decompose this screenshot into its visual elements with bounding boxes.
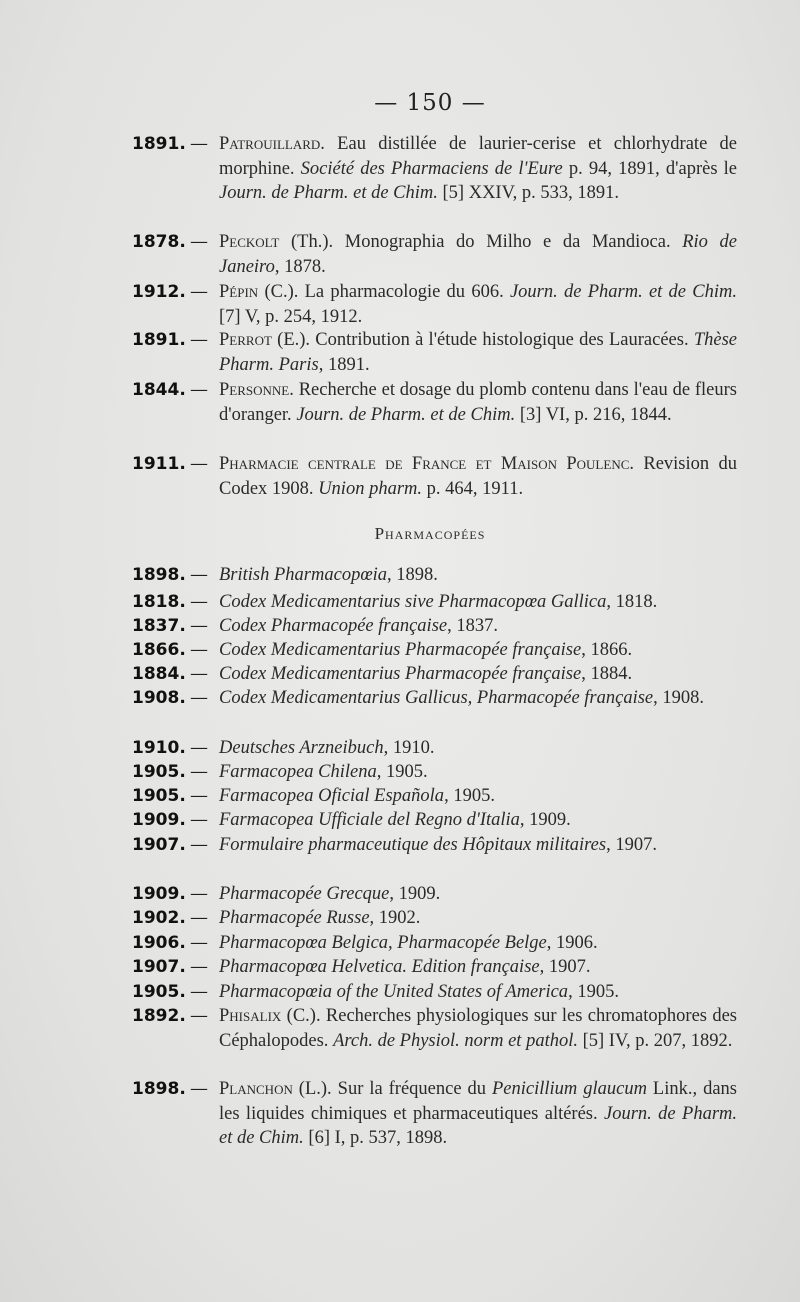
entry-text (219, 328, 737, 377)
entry-reference: , 1818. (606, 592, 658, 612)
entry-reference: , 1909. (519, 810, 571, 830)
entry-text (219, 833, 737, 858)
entry-reference: , 1902. (369, 908, 421, 928)
entry-dash: — (190, 907, 208, 928)
entry-dash: — (190, 737, 208, 758)
entry-text (219, 662, 737, 687)
entry-text (219, 1077, 737, 1151)
entry-author: Perrot (219, 330, 272, 350)
entry-text (219, 955, 737, 980)
entry-reference-2: [5] XXIV, p. 533, 1891. (437, 183, 619, 203)
entry-year: 1909. (132, 884, 186, 904)
entry-reference: , 1905. (376, 762, 428, 782)
entry-description: Revision du Codex 1908. (219, 454, 738, 499)
entry-dash: — (190, 564, 208, 585)
entry-title: Farmacopea Ufficiale del Regno d'Italia (219, 810, 520, 830)
entry-journal: Journ. de Pharm. et de Chim. (219, 183, 438, 203)
entry-title: Pharmacopœa Helvetica. Edition française (219, 957, 540, 977)
entry-year: 1884. (132, 664, 186, 684)
entry-year: 1891. (132, 134, 186, 154)
entry-author: Peckolt (219, 232, 280, 252)
entry-dash: — (190, 834, 208, 855)
entry-title: Thèse Pharm. Paris (219, 330, 737, 375)
entry-description: (Th.). Monographia do Milho e da Mandioca. (279, 232, 683, 252)
entry-reference: , 1908. (653, 688, 705, 708)
entry-text (219, 563, 737, 588)
entry-text (219, 614, 737, 639)
entry-reference: , 1906. (546, 933, 598, 953)
entry-reference: , 1910. (383, 738, 435, 758)
entry-reference: , 1837. (447, 616, 498, 636)
page-number: — 150 — (374, 90, 486, 116)
entry-author: Phisalix (219, 1006, 282, 1026)
entry-reference-2: [6] I, p. 537, 1898. (303, 1128, 448, 1148)
entry-reference: , 1909. (389, 884, 441, 904)
entry-title: Union pharm. (318, 478, 422, 499)
entry-year: 1905. (132, 982, 186, 1002)
entry-title: Arch. de Physiol. norm et pathol. (333, 1030, 578, 1051)
entry-dash: — (190, 883, 208, 904)
entry-dash: — (190, 761, 208, 782)
entry-text (219, 808, 737, 833)
entry-text (219, 736, 737, 761)
entry-year: 1902. (132, 908, 186, 928)
entry-reference: , 1891. (318, 354, 370, 375)
entry-title: Codex Medicamentarius sive Pharmacopœa Gallica (219, 592, 607, 612)
entry-description: (L.). Sur la fréquence du (292, 1079, 492, 1099)
entry-reference: p. 94, 1891, d'après le (562, 158, 738, 179)
entry-year: 1818. (132, 592, 186, 612)
entry-year: 1878. (132, 232, 186, 252)
entry-dash: — (190, 809, 208, 830)
entry-text (219, 132, 737, 206)
entry-description: Recherche et dosage du plomb contenu dans l'eau de fleurs d'oranger. (219, 380, 737, 425)
section-title: Pharmacopées (374, 524, 486, 543)
entry-year: 1907. (132, 835, 186, 855)
entry-reference: p. 464, 1911. (422, 478, 524, 499)
entry-title: Penicillium glaucum (491, 1079, 647, 1099)
entry-reference: [7] V, p. 254, 1912. (219, 306, 363, 327)
entry-year: 1891. (132, 330, 186, 350)
entry-dash: — (190, 591, 208, 612)
entry-dash: — (190, 231, 208, 252)
entry-title: Pharmacopœa Belgica, Pharmacopée Belge (219, 933, 547, 953)
entry-text (219, 1004, 737, 1053)
entry-reference: , 1907. (606, 835, 657, 855)
entry-description: (C.). Recherches physiologiques sur les chromatophores des Céphalopodes. (219, 1006, 737, 1051)
entry-dash: — (190, 615, 208, 636)
entry-text (219, 882, 737, 907)
entry-dash: — (190, 687, 208, 708)
entry-year: 1898. (132, 1079, 186, 1099)
entry-title: Journ. de Pharm. et de Chim. (509, 282, 737, 302)
entry-title: Pharmacopée Grecque (219, 884, 390, 904)
entry-reference: [3] VI, p. 216, 1844. (515, 404, 672, 425)
entry-author: Patrouillard. (219, 134, 325, 154)
entry-author: Pépin (219, 282, 259, 302)
entry-dash: — (190, 133, 208, 154)
entry-title: Codex Medicamentarius Pharmacopée française (219, 640, 582, 660)
entry-year: 1866. (132, 640, 186, 660)
entry-year: 1905. (132, 762, 186, 782)
entry-year: 1909. (132, 810, 186, 830)
entry-reference: Link., dans les liquides chimiques et pharmaceutiques altérés. (219, 1079, 737, 1124)
entry-dash: — (190, 932, 208, 953)
entry-reference: , 1866. (581, 640, 633, 660)
entry-text (219, 980, 737, 1005)
entry-text (219, 784, 737, 809)
entry-title: British Pharmacopœia (219, 565, 388, 585)
entry-reference: [5] IV, p. 207, 1892. (577, 1030, 733, 1051)
entry-dash: — (190, 1078, 208, 1099)
entry-text (219, 760, 737, 785)
entry-dash: — (190, 379, 208, 400)
entry-description: (E.). Contribution à l'étude histologique des Lauracées. (271, 330, 694, 350)
entry-reference: , 1907. (539, 957, 591, 977)
entry-text (219, 378, 737, 427)
entry-author: Personne. (219, 380, 294, 400)
entry-year: 1844. (132, 380, 186, 400)
entry-text (219, 931, 737, 956)
entry-reference: , 1884. (581, 664, 633, 684)
entry-journal: Journ. de Pharm. et de Chim. (219, 1103, 737, 1148)
entry-text (219, 686, 737, 711)
entry-year: 1911. (132, 454, 186, 474)
entry-dash: — (190, 663, 208, 684)
entry-dash: — (190, 981, 208, 1002)
entry-dash: — (190, 329, 208, 350)
entry-title: Codex Medicamentarius Pharmacopée française (219, 664, 582, 684)
entry-description: (C.). La pharmacologie du 606. (258, 282, 510, 302)
entry-year: 1908. (132, 688, 186, 708)
entry-title: Codex Pharmacopée française (219, 616, 448, 636)
entry-title: Pharmacopœia of the United States of America (219, 982, 569, 1002)
entry-year: 1905. (132, 786, 186, 806)
entry-title: Codex Medicamentarius Gallicus, Pharmacopée française (219, 688, 654, 708)
entry-reference: , 1905. (568, 982, 619, 1002)
entry-author: Planchon (219, 1079, 293, 1099)
entry-reference: , 1898. (387, 565, 438, 585)
entry-title: Rio de Janeiro (219, 232, 738, 277)
entry-title: Farmacopea Oficial Española (219, 786, 445, 806)
entry-reference: , 1878. (274, 256, 326, 277)
entry-title: Farmacopea Chilena (219, 762, 377, 782)
entry-title: Journ. de Pharm. et de Chim. (296, 404, 516, 425)
entry-dash: — (190, 956, 208, 977)
entry-dash: — (190, 281, 208, 302)
entry-dash: — (190, 453, 208, 474)
entry-title: Société des Pharmaciens de l'Eure (300, 158, 563, 179)
entry-text (219, 906, 737, 931)
entry-year: 1910. (132, 738, 186, 758)
entry-author: Pharmacie centrale de France et Maison Poulenc. (219, 454, 635, 474)
entry-year: 1892. (132, 1006, 186, 1026)
entry-description: Eau distillée de laurier-cerise et chlorhydrate de morphine. (219, 134, 737, 179)
entry-text (219, 230, 737, 279)
entry-year: 1906. (132, 933, 186, 953)
entry-text (219, 638, 737, 663)
entry-dash: — (190, 785, 208, 806)
entry-dash: — (190, 639, 208, 660)
entry-year: 1907. (132, 957, 186, 977)
entry-title: Formulaire pharmaceutique des Hôpitaux militaires (219, 835, 607, 855)
entry-text (219, 590, 737, 615)
entry-year: 1912. (132, 282, 186, 302)
entry-dash: — (190, 1005, 208, 1026)
entry-reference: , 1905. (444, 786, 495, 806)
entry-title: Deutsches Arzneibuch (219, 738, 384, 758)
entry-title: Pharmacopée Russe (219, 908, 370, 928)
entry-text (219, 452, 737, 501)
entry-year: 1837. (132, 616, 186, 636)
entry-text (219, 280, 737, 329)
entry-year: 1898. (132, 565, 186, 585)
